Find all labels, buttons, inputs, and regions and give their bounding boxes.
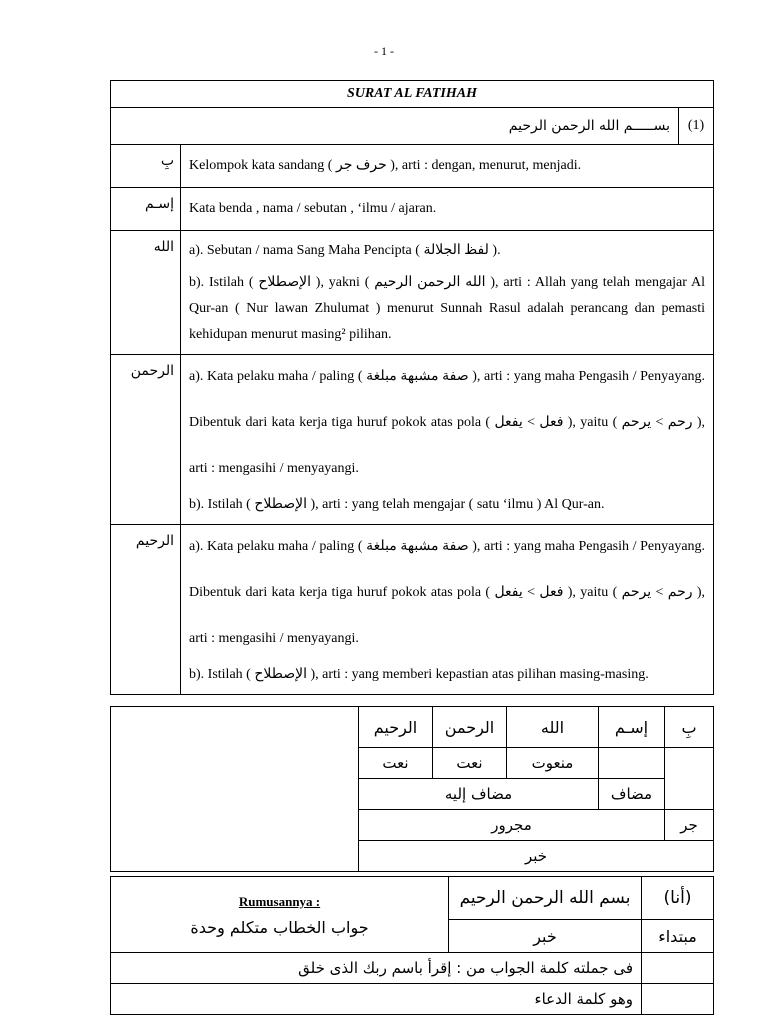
mudhaf-ilaih-label: مضاف إليه: [359, 779, 599, 810]
definition-row: [111, 355, 714, 525]
definition-word: إسـم: [111, 188, 181, 231]
definition-word: الرحيم: [111, 525, 181, 695]
empty-cell: [665, 748, 714, 810]
definition-text-a: a). Kata pelaku maha / paling ( صفة مشبهة مبلغة ), arti : yang maha Pengasih / Penyayang. Dibentuk dari kata kerja tiga huruf pokok atas pola ( فعل > يفعل ), yaitu ( رحم > يرحم ), arti : mengasihi / menyayangi.: [189, 369, 706, 476]
verse-number: (1): [679, 108, 714, 145]
definition-word: بِ: [111, 145, 181, 188]
grammar-word: إسـم: [599, 707, 665, 748]
definition-row: [111, 188, 714, 231]
definition-text-a: a). Kata pelaku maha / paling ( صفة مشبهة مبلغة ), arti : yang maha Pengasih / Penyayang. Dibentuk dari kata kerja tiga huruf pokok atas pola ( فعل > يفعل ), yaitu ( رحم > يرحم ), arti : mengasihi / menyayangi.: [189, 539, 706, 646]
summary-khabar: خبر: [449, 920, 642, 953]
definition-word: الله: [111, 231, 181, 355]
mudhaf-label: مضاف: [599, 779, 665, 810]
summary-basmala: بسم الله الرحمن الرحيم: [449, 877, 642, 920]
empty-cell: [111, 707, 359, 872]
summary-mubtada: مبتداء: [642, 920, 714, 953]
naat-label: نعت: [433, 748, 507, 779]
summary-ana: (أنا): [642, 877, 714, 920]
jar-label: جر: [665, 810, 714, 841]
empty-cell: [599, 748, 665, 779]
definition-row: [111, 145, 714, 188]
rumus-formula: جواب الخطاب متكلم وحدة: [190, 918, 369, 937]
grammar-word: الرحيم: [359, 707, 433, 748]
page-number: - 1 -: [374, 44, 394, 58]
definition-text-b: b). Istilah ( الإصطلاح ), arti : yang telah mengajar ( satu ‘ilmu ) Al Qur-an.: [189, 497, 605, 512]
definition-row: [111, 231, 714, 355]
summary-line-1: فى جملته كلمة الجواب من : إقرأ باسم ربك الذى خلق: [111, 953, 642, 984]
definition-text-b: b). Istilah ( الإصطلاح ), arti : yang memberi kepastian atas pilihan masing-masing.: [189, 667, 649, 682]
summary-line-2: وهو كلمة الدعاء: [111, 984, 642, 1015]
page-title: SURAT AL FATIHAH: [111, 81, 714, 108]
rumus-label: Rumusannya :: [238, 894, 321, 909]
definition-text-a: a). Sebutan / nama Sang Maha Pencipta ( لفظ الجلالة ).: [189, 243, 501, 258]
summary-table: [110, 876, 714, 1015]
empty-cell: [642, 953, 714, 984]
grammar-word: الله: [507, 707, 599, 748]
empty-cell: [642, 984, 714, 1015]
majrur-label: مجرور: [359, 810, 665, 841]
verse-text: بســـــم الله الرحمن الرحيم: [111, 108, 679, 145]
naat-label: نعت: [359, 748, 433, 779]
grammar-analysis-table: [110, 706, 714, 872]
definition-row: [111, 525, 714, 695]
definition-word: الرحمن: [111, 355, 181, 525]
grammar-word: الرحمن: [433, 707, 507, 748]
grammar-word: بِ: [665, 707, 714, 748]
definition-text-b: b). Istilah ( الإصطلاح ), yakni ( الله الرحمن الرحيم ), arti : Allah yang telah mengajar Al Qur-an ( Nur lawan Zhulumat ) menurut Sunnah Rasul adalah perancang dan pemasti kehidupan menurut masing² pilihan.: [189, 275, 706, 342]
manut-label: منعوت: [507, 748, 599, 779]
definition-text: Kata benda , nama / sebutan , ‘ilmu / ajaran.: [189, 201, 437, 216]
khabar-label: خبر: [359, 841, 714, 872]
vocabulary-table: [110, 80, 714, 695]
definition-text: Kelompok kata sandang ( حرف جر ), arti : dengan, menurut, menjadi.: [189, 158, 582, 173]
